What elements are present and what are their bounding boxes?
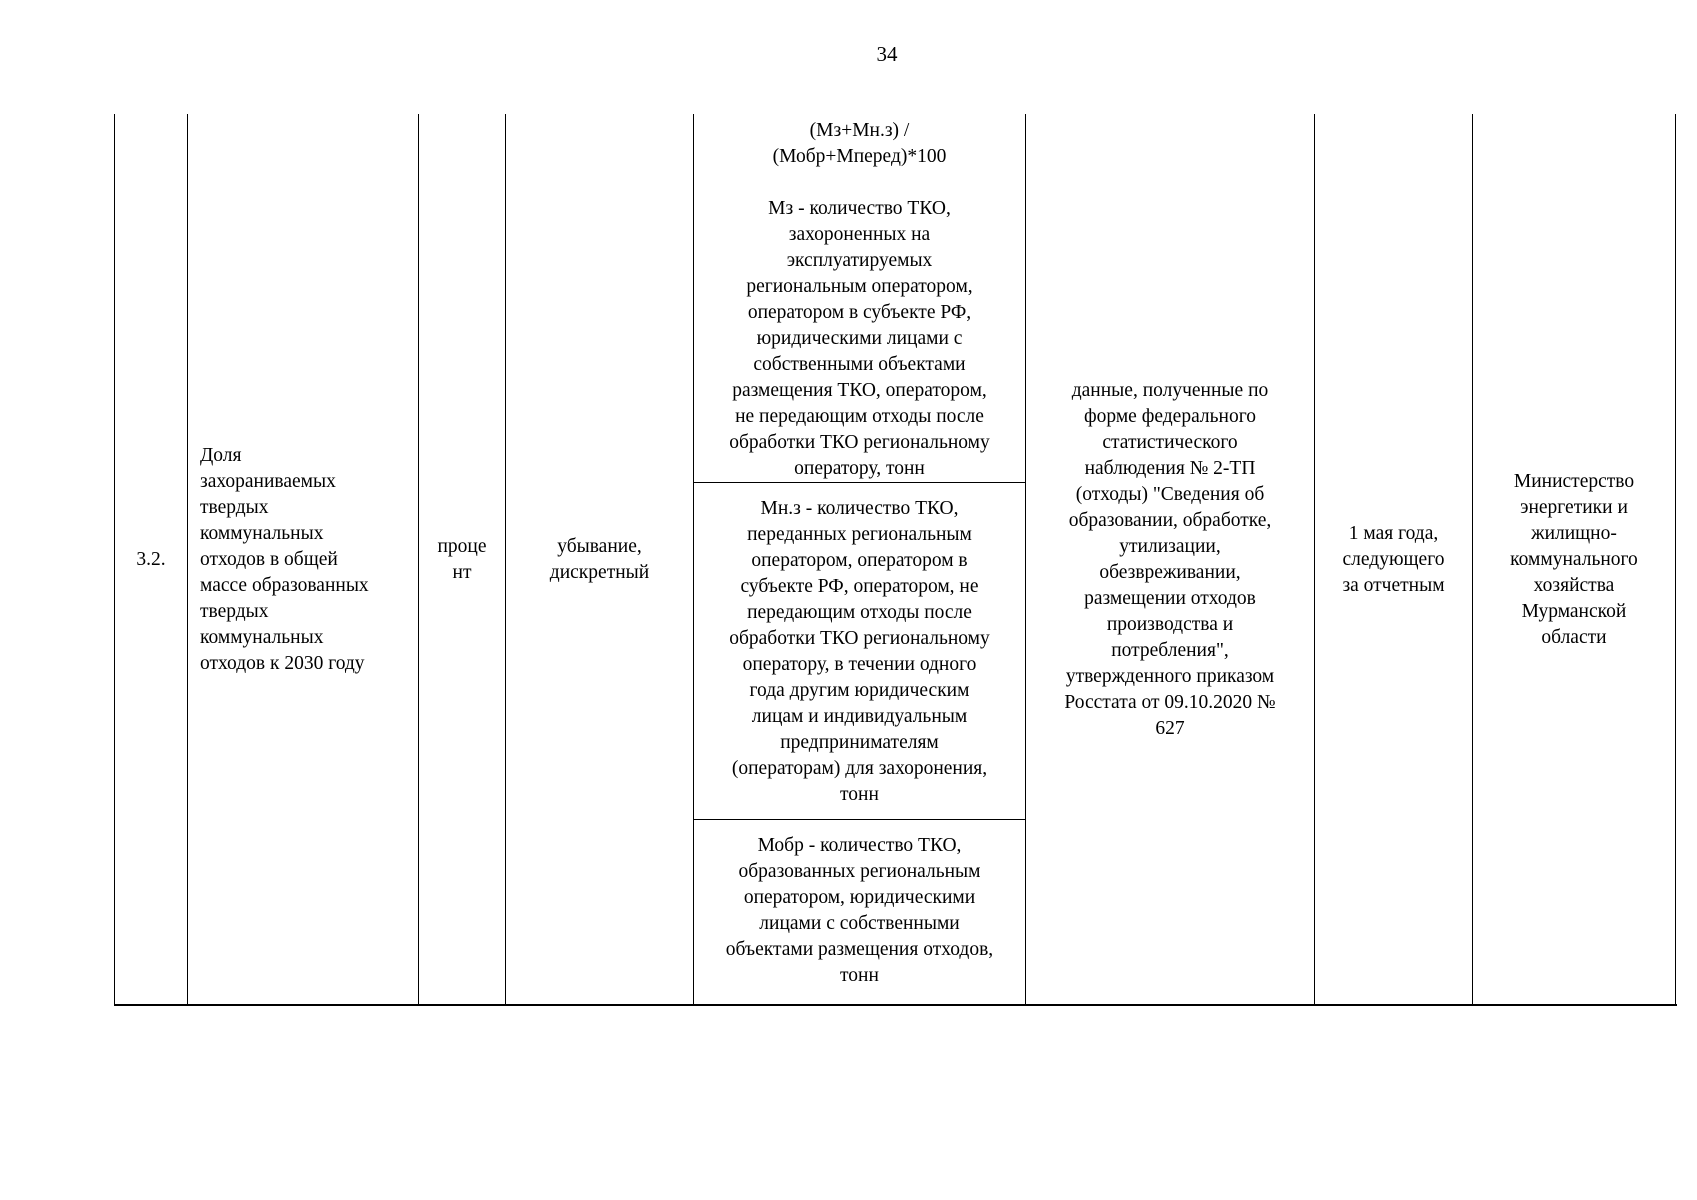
row-number-cell bbox=[115, 114, 187, 1006]
unit-cell bbox=[419, 114, 505, 1006]
trend-cell bbox=[506, 114, 693, 1006]
page-number: 34 bbox=[876, 42, 898, 66]
deadline: 1 мая года, следующего за отчетным bbox=[1342, 523, 1445, 596]
table-border-right bbox=[1675, 114, 1676, 1006]
data-source: данные, полученные по форме федерального статистического наблюдения № 2-ТП (отходы) "Сведения об образовании, обработке, утилизации, обезвреживании, размещении отходов производства и потребления", утвержденного приказом Росстата от 09.10.2020 № 627 bbox=[1064, 380, 1276, 739]
row-number: 3.2. bbox=[136, 549, 166, 570]
formula-variable-mobr: Мобр - количество ТКО, образованных региональным оператором, юридическими лицами с собственными объектами размещения отходов, тонн bbox=[725, 835, 994, 986]
deadline-cell bbox=[1315, 114, 1472, 1006]
formula-divider bbox=[693, 819, 1026, 820]
trend: убывание, дискретный bbox=[549, 536, 650, 583]
responsible-cell bbox=[1473, 114, 1675, 1006]
formula-expression: (Мз+Мн.з) / (Мобр+Мперед)*100 bbox=[772, 120, 947, 167]
indicator-name: Доля захораниваемых твердых коммунальных отходов в общей массе образованных твердых коммунальных отходов к 2030 году bbox=[200, 445, 369, 674]
formula-variable-mz: Мз - количество ТКО, захороненных на эксплуатируемых региональным оператором, оператором в субъекте РФ, юридическими лицами с собственными объектами размещения ТКО, оператором, не передающим отходы после обработки ТКО региональному оператору, тонн bbox=[729, 198, 990, 479]
formula-divider bbox=[693, 482, 1026, 483]
indicator-table bbox=[114, 114, 1676, 1006]
responsible-body: Министерство энергетики и жилищно- коммунального хозяйства Мурманской области bbox=[1510, 471, 1638, 648]
source-cell bbox=[1026, 114, 1314, 1006]
formula-variable-mnz: Мн.з - количество ТКО, переданных региональным оператором, оператором в субъекте РФ, оператором, не передающим отходы после обработки ТКО региональному оператору, в течении одного года другим юридическим лицам и индивидуальным предпринимателям (операторам) для захоронения, тонн bbox=[729, 498, 990, 805]
indicator-cell bbox=[200, 114, 415, 1006]
unit: проце нт bbox=[437, 536, 487, 583]
column-divider bbox=[187, 114, 188, 1006]
